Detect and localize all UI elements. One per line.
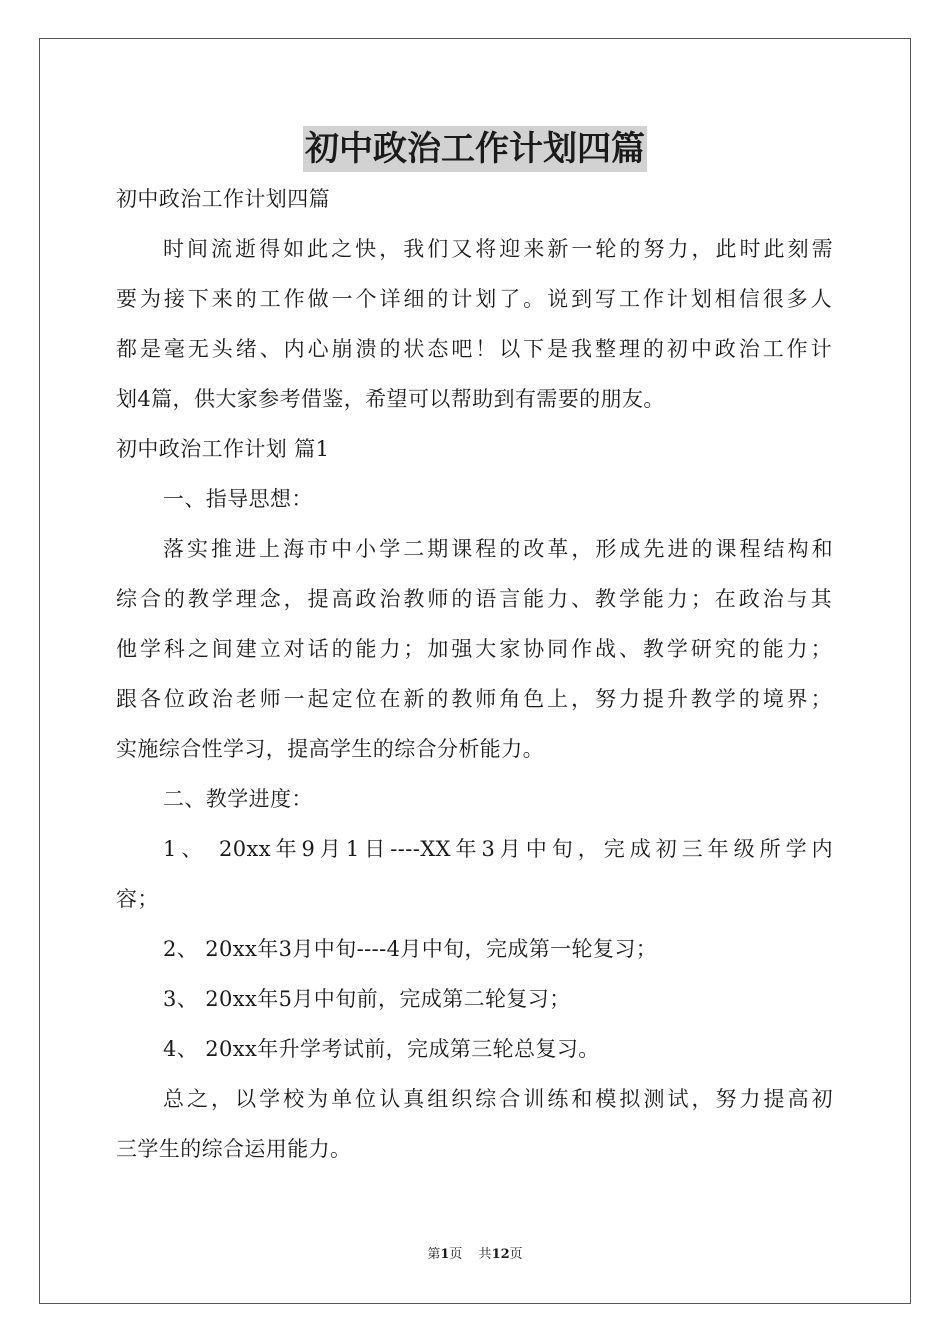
schedule-item: 3、 20xx年5月中旬前，完成第二轮复习； (163, 987, 571, 1011)
schedule-item: 4、 20xx年升学考试前，完成第三轮总复习。 (163, 1037, 600, 1061)
body-line: 落实推进上海市中小学二期课程的改革，形成先进的课程结构和 (163, 537, 833, 561)
intro-line: 都是毫无头绪、内心崩溃的状态吧！以下是我整理的初中政治工作计 (116, 337, 832, 361)
part-heading: 二、教学进度： (163, 787, 313, 811)
body-line: 他学科之间建立对话的能力；加强大家协同作战、教学研究的能力； (116, 637, 832, 661)
page-footer (0, 1246, 950, 1264)
document-subtitle: 初中政治工作计划四篇 (116, 187, 330, 211)
body-line: 跟各位政治老师一起定位在新的教师角色上，努力提升教学的境界； (116, 687, 832, 711)
intro-line: 划4篇，供大家参考借鉴，希望可以帮助到有需要的朋友。 (116, 387, 665, 411)
page-border (39, 38, 911, 1304)
document-title: 初中政治工作计划四篇 (303, 126, 647, 172)
summary-line: 总之，以学校为单位认真组织综合训练和模拟测试，努力提高初 (163, 1087, 833, 1111)
title-container (0, 126, 950, 172)
summary-line: 三学生的综合运用能力。 (116, 1137, 352, 1161)
page-indicator: 第1页 (427, 1247, 463, 1262)
body-line: 综合的教学理念，提高政治教师的语言能力、教学能力；在政治与其 (116, 587, 832, 611)
body-line: 实施综合性学习，提高学生的综合分析能力。 (116, 737, 544, 761)
section-heading: 初中政治工作计划 篇1 (116, 437, 330, 461)
intro-line: 要为接下来的工作做一个详细的计划了。说到写工作计划相信很多人 (116, 287, 832, 311)
schedule-item: 容； (116, 887, 159, 911)
total-pages-indicator: 共12页 (478, 1247, 523, 1262)
part-heading: 一、指导思想： (163, 487, 313, 511)
intro-line: 时间流逝得如此之快，我们又将迎来新一轮的努力，此时此刻需 (163, 237, 833, 261)
schedule-item: 1、 20xx年9月1日----XX年3月中旬，完成初三年级所学内 (163, 837, 833, 861)
schedule-item: 2、 20xx年3月中旬----4月中旬，完成第一轮复习； (163, 937, 658, 961)
